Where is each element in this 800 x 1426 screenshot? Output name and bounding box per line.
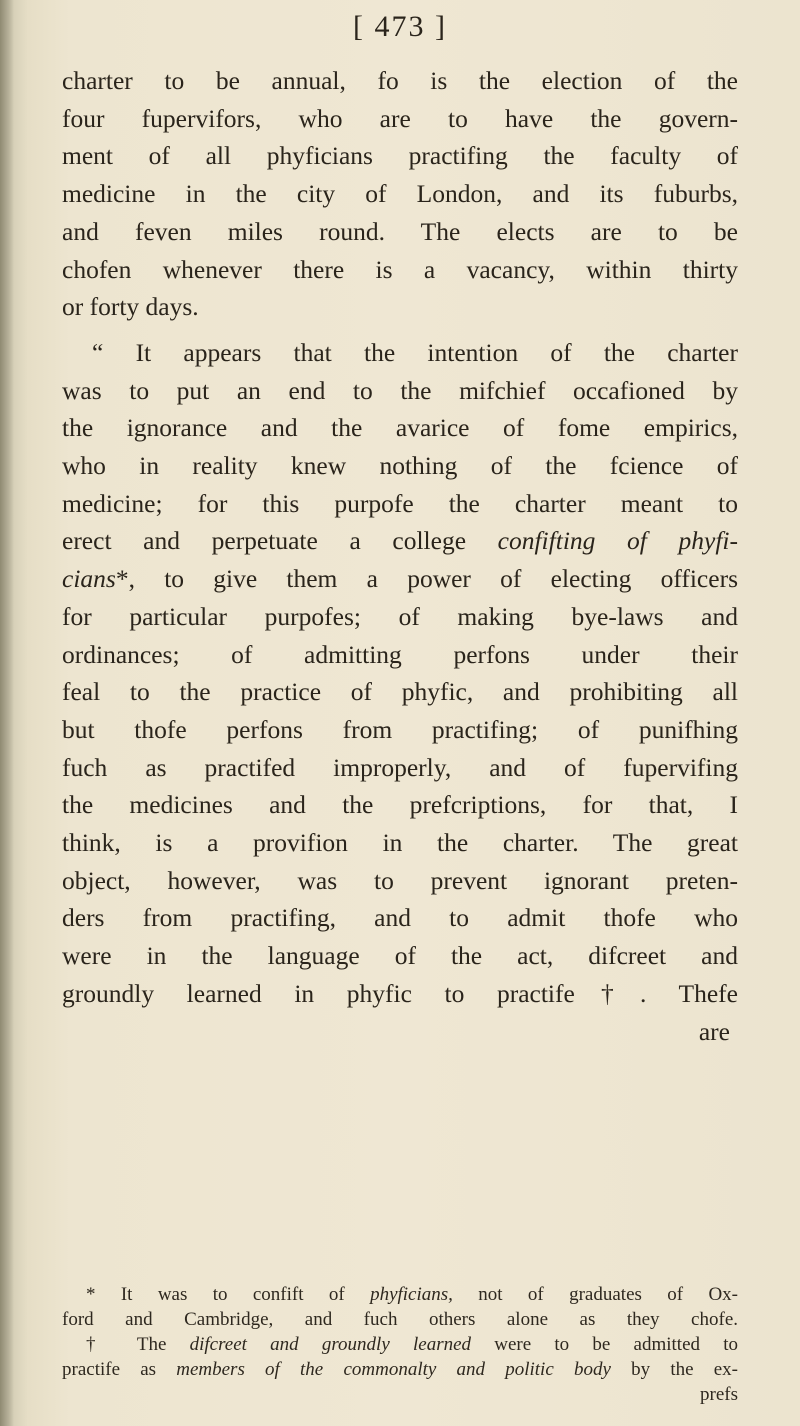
footnote-line: prefs <box>700 1384 738 1405</box>
italic-phrase: confifting of phyfi- <box>497 526 738 556</box>
text-run: were to be admitted to <box>471 1334 739 1355</box>
footnote-line <box>62 1332 738 1357</box>
italic-phrase: cians <box>62 564 116 594</box>
text-run: by the ex- <box>610 1359 738 1380</box>
italic-phrase: members of the commonalty and politic body <box>176 1359 611 1380</box>
footnote-line <box>62 1357 738 1382</box>
text-line: object, however, was to prevent ignorant preten- <box>62 865 738 895</box>
binding-gutter-shadow <box>0 0 14 1426</box>
text-run: *, to give them a power of electing officers <box>115 564 738 594</box>
text-line: medicine in the city of London, and its fuburbs, <box>62 179 738 209</box>
text-line: ders from practifing, and to admit thofe who <box>62 903 738 933</box>
text-line: the ignorance and the avarice of fome empirics, <box>62 413 738 443</box>
main-text <box>62 62 738 1050</box>
text-run: not of graduates of Ox- <box>452 1284 738 1305</box>
text-run: practife as <box>62 1359 177 1380</box>
text-line: fuch as practifed improperly, and of fupervifing <box>62 752 738 782</box>
text-line: four fupervifors, who are to have the govern- <box>62 103 738 133</box>
text-line <box>62 560 738 598</box>
footnote-line: ford and Cambridge, and fuch others alone as they chofe. <box>62 1309 738 1330</box>
text-line: ordinances; of admitting perfons under their <box>62 639 738 669</box>
text-line: medicine; for this purpofe the charter meant to <box>62 488 738 518</box>
text-run: * It was to confift of <box>86 1284 371 1305</box>
text-line: the medicines and the prefcriptions, for that, I <box>62 790 738 820</box>
text-line: think, is a provifion in the charter. The great <box>62 828 738 858</box>
text-line: who in reality knew nothing of the fcience of <box>62 451 738 481</box>
footnotes <box>62 1282 738 1407</box>
text-line: was to put an end to the mifchief occafioned by <box>62 375 738 405</box>
text-run: † The <box>86 1334 190 1355</box>
text-line: feal to the practice of phyfic, and prohibiting all <box>62 677 738 707</box>
text-line: groundly learned in phyfic to practife†. Thefe <box>62 978 738 1008</box>
text-line: for particular purpofes; of making bye-laws and <box>62 601 738 631</box>
text-line: chofen whenever there is a vacancy, within thirty <box>62 254 738 284</box>
text-line: or forty days. <box>62 292 199 322</box>
footnote-line <box>62 1282 738 1307</box>
italic-phrase: phyficians, <box>370 1284 453 1305</box>
text-run: erect and perpetuate a college <box>62 526 498 556</box>
text-line: “ It appears that the intention of the charter <box>92 337 738 367</box>
text-line: ment of all phyficians practifing the faculty of <box>62 141 738 171</box>
paragraph-gap <box>62 326 738 334</box>
text-line: charter to be annual, fo is the election of the <box>62 66 738 95</box>
page-number-header: [ 473 ] <box>353 10 447 43</box>
text-line <box>62 522 738 560</box>
italic-phrase: difcreet and groundly learned <box>189 1334 472 1355</box>
text-line: but thofe perfons from practifing; of punifhing <box>62 714 738 744</box>
text-line: and feven miles round. The elects are to be <box>62 216 738 246</box>
catchword: are <box>698 1016 730 1046</box>
text-line: were in the language of the act, difcreet and <box>62 941 738 971</box>
